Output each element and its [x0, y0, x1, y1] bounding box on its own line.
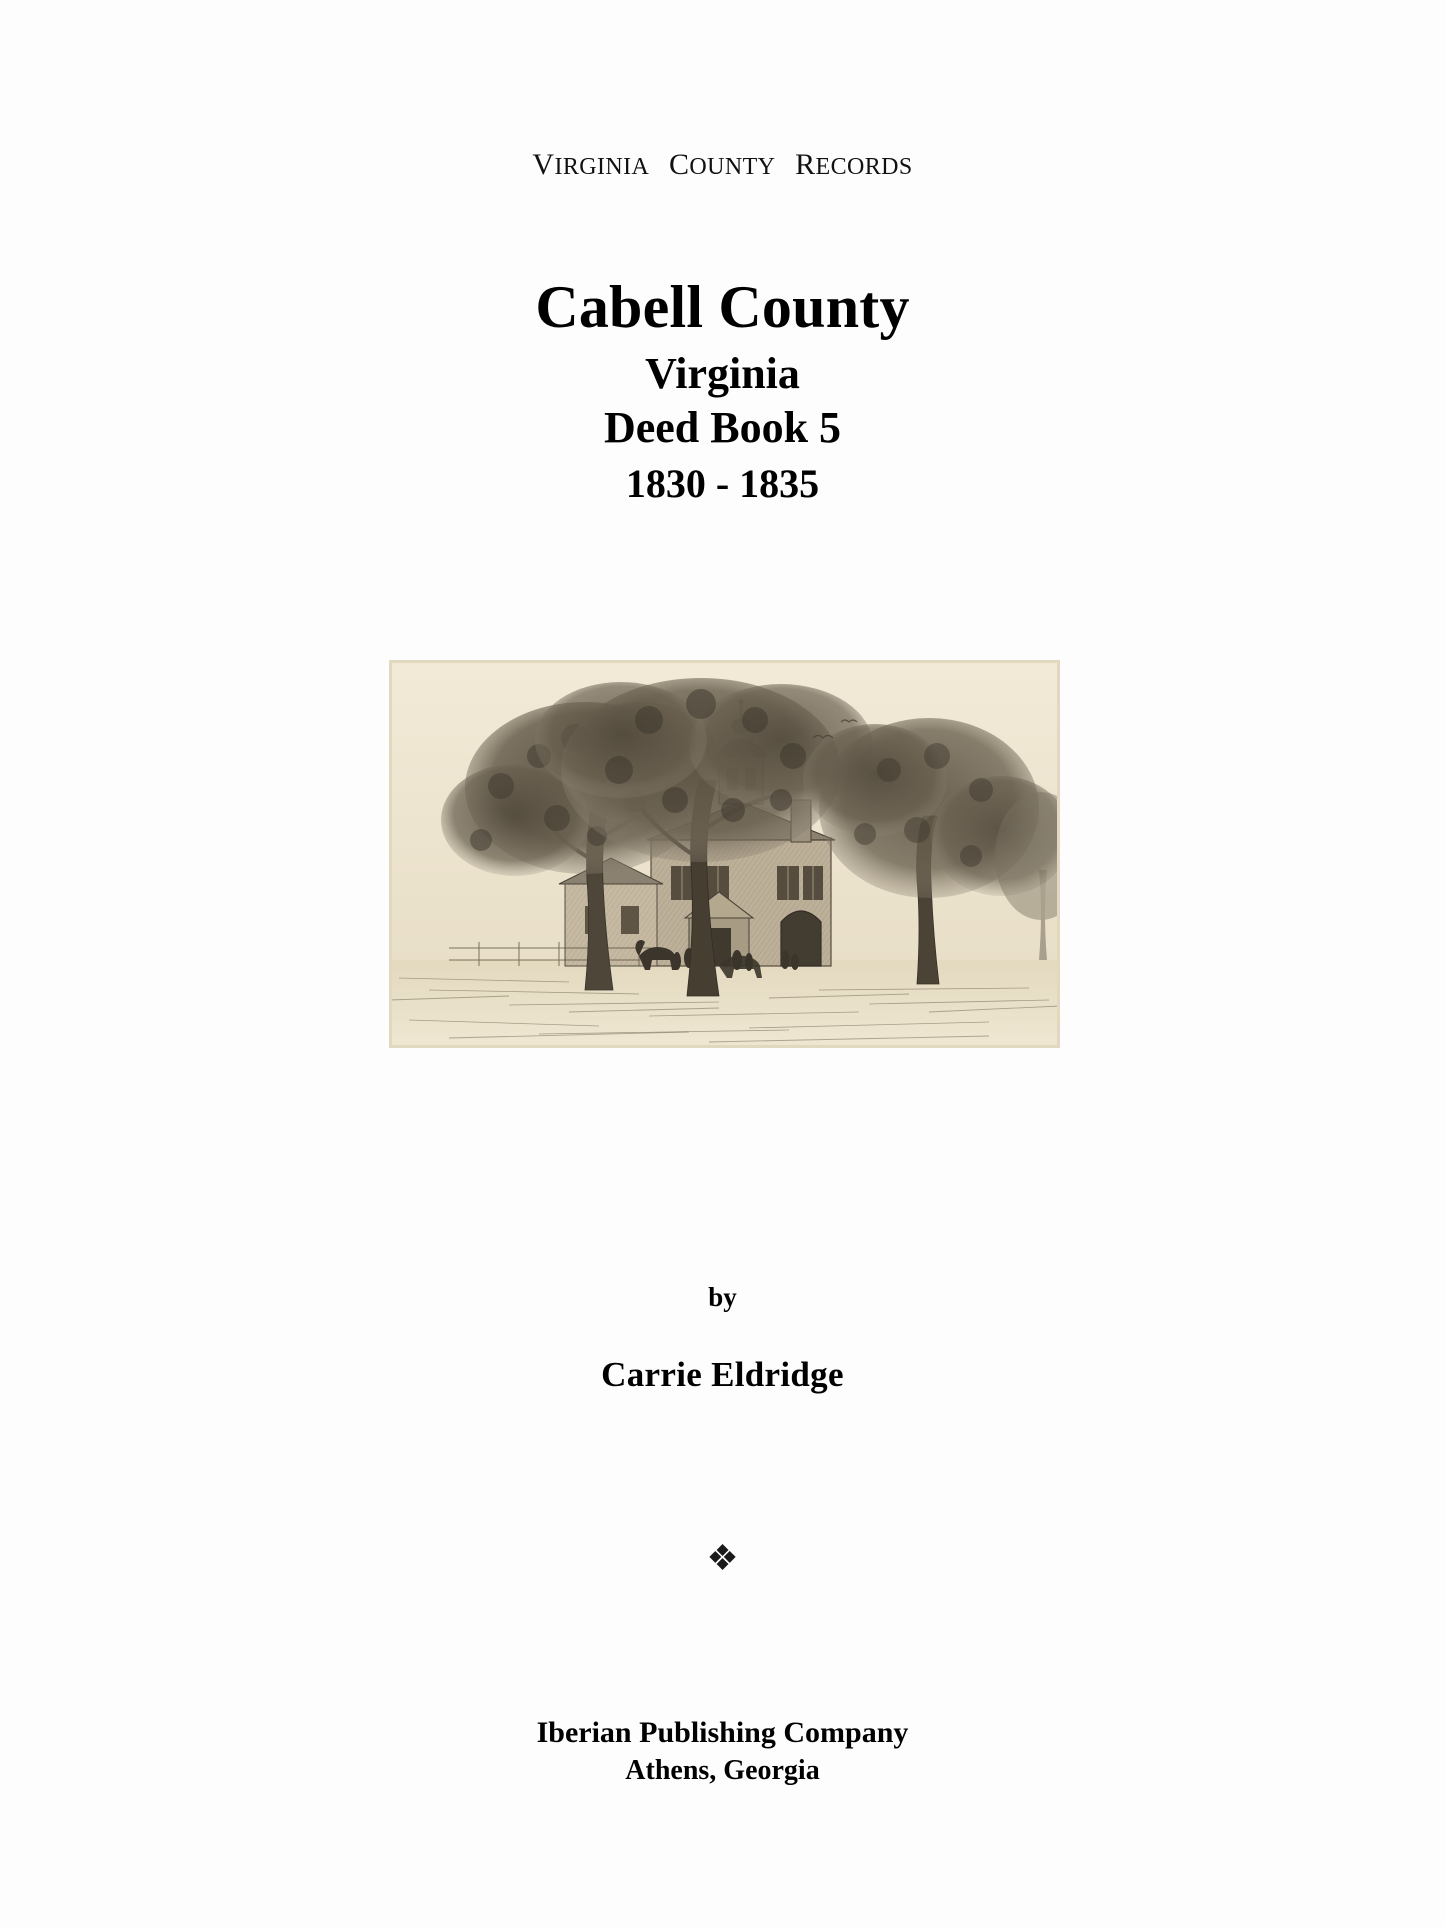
series-label-word-1: VIRGINIA	[532, 148, 650, 181]
publisher-block	[0, 1713, 1445, 1790]
subtitle-state: Virginia	[645, 348, 800, 398]
subtitle-volume: Deed Book 5	[603, 402, 842, 452]
courthouse-engraving	[389, 660, 1060, 1048]
byline: by	[708, 1282, 737, 1312]
author-name: Carrie Eldridge	[601, 1355, 844, 1394]
courthouse-engraving-svg	[389, 660, 1060, 1048]
series-label	[0, 148, 1445, 182]
series-label-space-1	[656, 154, 662, 180]
publisher-city: Athens, Georgia	[625, 1754, 820, 1786]
publisher-name: Iberian Publishing Company	[536, 1716, 909, 1749]
title-block	[0, 275, 1445, 508]
series-label-word-2: COUNTY	[668, 148, 776, 181]
series-label-space-2	[782, 154, 788, 180]
date-range: 1830 - 1835	[625, 460, 820, 506]
series-label-word-3: RECORDS	[795, 148, 913, 181]
diamond-ornament-icon: ❖	[706, 1538, 739, 1578]
page-title: Cabell County	[535, 274, 910, 340]
